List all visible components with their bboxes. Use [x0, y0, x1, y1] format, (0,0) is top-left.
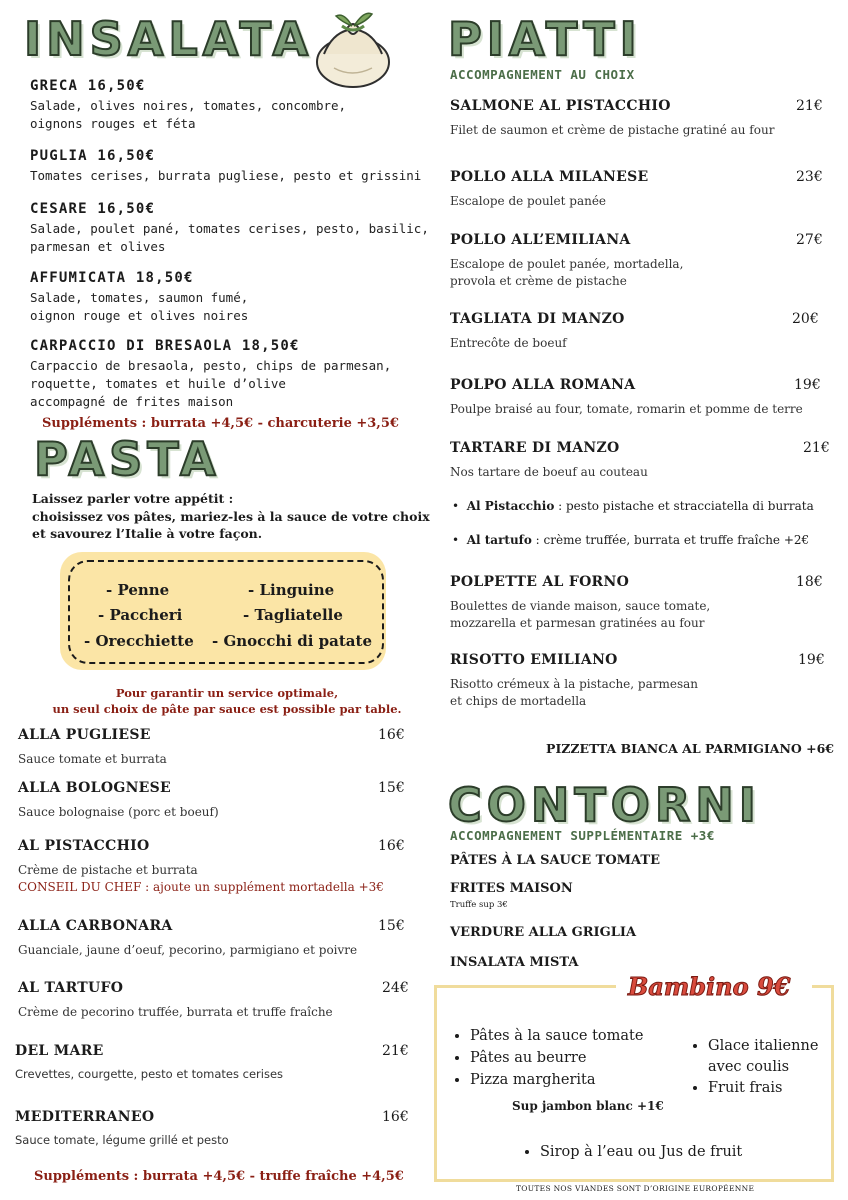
bambino-item: • Pâtes à la sauce tomate	[470, 1025, 643, 1047]
pizzetta-extra: PIZZETTA BIANCA AL PARMIGIANO +6€	[546, 741, 834, 756]
item-description: Guanciale, jaune d’oeuf, pecorino, parmigiano et poivre	[18, 943, 358, 957]
item-description: Risotto crémeux à la pistache, parmesan et chips de mortadella	[450, 677, 698, 708]
item-price: 27€	[796, 232, 823, 248]
item-price: 21€	[803, 440, 830, 456]
item-price: 16€	[378, 727, 405, 743]
item-name: POLLO ALL’EMILIANA	[450, 232, 631, 248]
item-description: Crème de pecorino truffée, burrata et truffe fraîche	[18, 1005, 333, 1019]
option-label: Al tartufo	[466, 533, 532, 547]
pasta-shape: - Penne	[106, 581, 170, 599]
item-name: AFFUMICATA 18,50€	[30, 270, 194, 286]
item-price: 16€	[382, 1109, 409, 1125]
pasta-shape: - Linguine	[248, 581, 335, 599]
item-price: 18€	[796, 574, 823, 590]
bambino-item: • Pâtes au beurre	[470, 1047, 643, 1069]
item-name: ALLA PUGLIESE	[18, 727, 151, 743]
item-price: 15€	[378, 780, 405, 796]
item-name: SALMONE AL PISTACCHIO	[450, 98, 671, 114]
item-name: MEDITERRANEO	[15, 1109, 155, 1125]
item-name: DEL MARE	[15, 1043, 104, 1059]
bullet-icon: •	[452, 499, 467, 513]
bambino-drink	[522, 1141, 742, 1163]
item-price: 19€	[798, 652, 825, 668]
item-description: Sauce tomate, légume grillé et pesto	[15, 1133, 229, 1147]
item-name: TAGLIATA DI MANZO	[450, 311, 625, 327]
pasta-shape: - Tagliatelle	[243, 606, 343, 624]
footer-note: TOUTES NOS VIANDES SONT D’ORIGINE EUROPÉENNE	[516, 1184, 755, 1193]
item-description: Salade, poulet pané, tomates cerises, pesto, basilic, parmesan et olives	[30, 221, 429, 254]
bambino-item: • Fruit frais	[708, 1078, 818, 1099]
tartare-option	[452, 499, 814, 513]
item-price: 20€	[792, 311, 819, 327]
item-name: ALLA BOLOGNESE	[18, 780, 172, 796]
piatti-subtitle: ACCOMPAGNEMENT AU CHOIX	[450, 67, 635, 82]
item-description: Sauce bolognaise (porc et boeuf)	[18, 805, 219, 819]
bambino-item: • Glace italienne avec coulis	[708, 1036, 818, 1078]
chef-advice: CONSEIL DU CHEF : ajoute un supplément mortadella +3€	[18, 880, 384, 894]
item-price: 24€	[382, 980, 409, 996]
item-description: Salade, tomates, saumon fumé, oignon rouge et olives noires	[30, 290, 249, 323]
item-price: 23€	[796, 169, 823, 185]
option-text: : crème truffée, burrata et truffe fraîche +2€	[531, 533, 810, 547]
piatti-title: PIATTI	[448, 12, 642, 66]
bambino-sup: Sup jambon blanc +1€	[512, 1099, 664, 1113]
contorni-item: INSALATA MISTA	[450, 955, 579, 970]
contorni-item: VERDURE ALLA GRIGLIA	[450, 925, 637, 940]
option-label: Al Pistacchio	[466, 499, 555, 513]
item-description: Salade, olives noires, tomates, concombre, oignons rouges et féta	[30, 98, 347, 131]
item-name: PUGLIA 16,50€	[30, 148, 156, 164]
item-description: Tomates cerises, burrata pugliese, pesto et grissini	[30, 168, 422, 183]
item-name: AL PISTACCHIO	[18, 838, 150, 854]
item-name: POLPETTE AL FORNO	[450, 574, 630, 590]
item-name: CESARE 16,50€	[30, 201, 156, 217]
pasta-shape: - Paccheri	[98, 606, 183, 624]
bambino-left-list	[452, 1025, 643, 1091]
pasta-title: PASTA	[34, 432, 221, 486]
contorni-item: PÂTES À LA SAUCE TOMATE	[450, 853, 661, 868]
item-description: Entrecôte de boeuf	[450, 336, 567, 350]
item-name: POLPO ALLA ROMANA	[450, 377, 636, 393]
item-price: 19€	[794, 377, 821, 393]
item-description: Poulpe braisé au four, tomate, romarin et pomme de terre	[450, 402, 803, 416]
item-description: Filet de saumon et crème de pistache gratiné au four	[450, 123, 775, 137]
item-description: Crevettes, courgette, pesto et tomates cerises	[15, 1067, 284, 1081]
option-text: : pesto pistache et stracciatella di burrata	[554, 499, 814, 513]
item-description: Crème de pistache et burrata	[18, 863, 198, 877]
tartare-option	[452, 533, 809, 547]
item-name: POLLO ALLA MILANESE	[450, 169, 649, 185]
item-name: CARPACCIO DI BRESAOLA 18,50€	[30, 338, 300, 354]
item-price: 21€	[796, 98, 823, 114]
pasta-supplements: Suppléments : burrata +4,5€ - truffe fraîche +4,5€	[34, 1169, 404, 1184]
item-description: Escalope de poulet panée, mortadella, provola et crème de pistache	[450, 257, 684, 288]
contorni-title: CONTORNI	[448, 778, 761, 832]
item-description: Nos tartare de boeuf au couteau	[450, 465, 648, 479]
item-description: Boulettes de viande maison, sauce tomate, mozzarella et parmesan gratinées au four	[450, 599, 711, 630]
insalata-supplements: Suppléments : burrata +4,5€ - charcuterie +3,5€	[42, 416, 399, 431]
item-price: 21€	[382, 1043, 409, 1059]
item-description: Escalope de poulet panée	[450, 194, 607, 208]
bambino-right-list	[690, 1036, 818, 1099]
item-name: TARTARE DI MANZO	[450, 440, 620, 456]
contorni-item: FRITES MAISON	[450, 881, 573, 896]
bambino-item: • Sirop à l’eau ou Jus de fruit	[540, 1141, 742, 1163]
item-name: RISOTTO EMILIANO	[450, 652, 618, 668]
item-name: AL TARTUFO	[18, 980, 124, 996]
bambino-title: Bambino 9€	[628, 972, 791, 1001]
item-name: GRECA 16,50€	[30, 78, 146, 94]
bambino-item: • Pizza margherita	[470, 1069, 643, 1091]
item-description: Carpaccio de bresaola, pesto, chips de parmesan, roquette, tomates et huile d’olive accompagné de frites maison	[30, 358, 392, 409]
bullet-icon: •	[452, 533, 467, 547]
pasta-intro: Laissez parler votre appétit : choisissez vos pâtes, mariez-les à la sauce de votre choix et savourez l’Italie à votre façon.	[32, 491, 430, 541]
pasta-note: Pour garantir un service optimale, un seul choix de pâte par sauce est possible par table.	[52, 686, 402, 716]
contorni-subtitle: ACCOMPAGNEMENT SUPPLÉMENTAIRE +3€	[450, 828, 715, 843]
item-price: 16€	[378, 838, 405, 854]
pasta-shape: - Gnocchi di patate	[212, 632, 372, 650]
item-price: 15€	[378, 918, 405, 934]
insalata-title: INSALATA	[24, 12, 314, 66]
item-description: Sauce tomate et burrata	[18, 752, 167, 766]
burrata-icon	[312, 4, 394, 90]
pasta-shape: - Orecchiette	[84, 632, 194, 650]
item-name: ALLA CARBONARA	[18, 918, 173, 934]
frites-note: Truffe sup 3€	[450, 900, 508, 910]
